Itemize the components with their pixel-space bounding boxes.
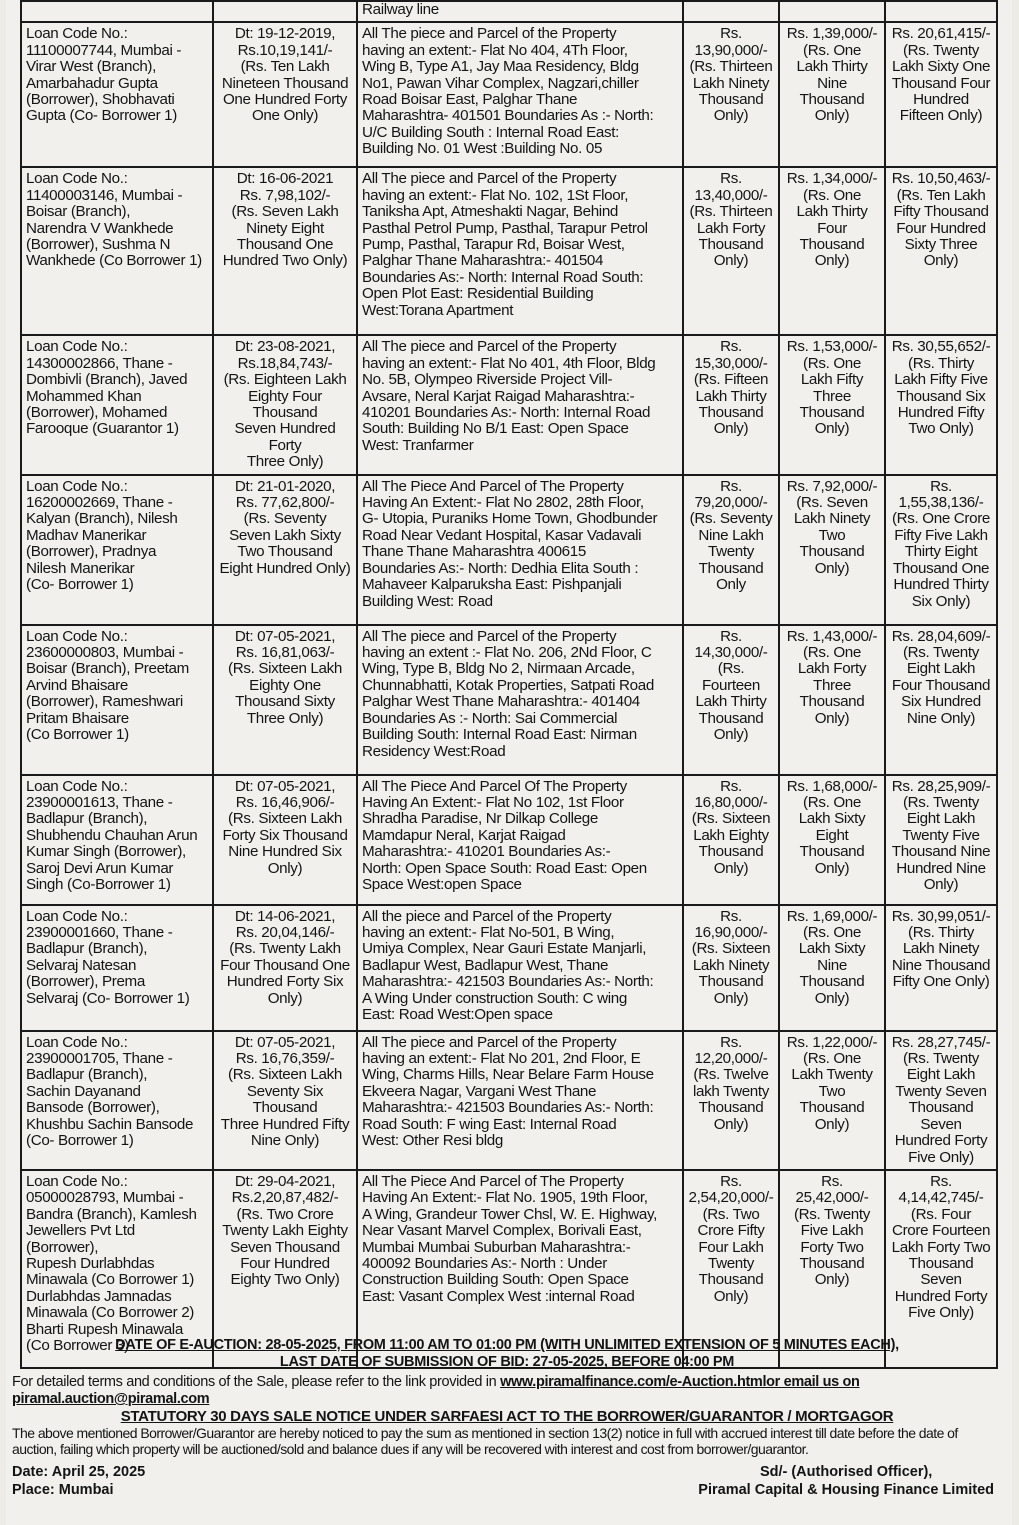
- property-description-cell: All The piece and Parcel of the Property having an extent:- Flat No 401, 4th Floor, Bldg No. 5B, Olympeo Riverside Project Vill- Avsare, Neral Karjat Raigad Maharashtra:- 410201 Boundaries As:- North: Internal Road South: Building No B/1 East: Open Space West: Tranfarmer: [357, 335, 683, 474]
- statutory-text: The above mentioned Borrower/Guarantor are hereby noticed to pay the sum as mentioned in section 13(2) notice in full with accrued interest till date before the date of auction, failing which property will be auctioned/sold and balance dues if any will be recovered with interest and cost from borrower/guarantor.: [12, 1425, 958, 1457]
- top-fragment-row: [21, 1, 997, 22]
- terms-text: For detailed terms and conditions of the Sale, please refer to the link provided in: [12, 1374, 501, 1390]
- reserve-price-cell: Rs. 16,90,000/- (Rs. Sixteen Lakh Ninety Thousand Only): [683, 905, 779, 1031]
- borrower-cell: Loan Code No.: 16200002669, Thane - Kalyan (Branch), Nilesh Madhav Manerikar (Borrower), Pradnya Nilesh Manerikar (Co- Borrower 1): [21, 475, 213, 625]
- emd-cell: Rs. 1,34,000/- (Rs. One Lakh Thirty Four Thousand Only): [779, 167, 885, 335]
- notice-place: Place: Mumbai: [12, 1482, 114, 1498]
- reserve-price-cell: Rs. 79,20,000/- (Rs. Seventy Nine Lakh Twenty Thousand Only: [683, 475, 779, 625]
- emd-cell: Rs. 1,69,000/- (Rs. One Lakh Sixty Nine Thousand Only): [779, 905, 885, 1031]
- auction-table: [20, 0, 998, 1369]
- emd-cell: Rs. 25,42,000/- (Rs. Twenty Five Lakh Forty Two Thousand Only): [779, 1170, 885, 1368]
- reserve-price-cell: Rs. 12,20,000/- (Rs. Twelve lakh Twenty Thousand Only): [683, 1031, 779, 1170]
- reserve-price-cell: Rs. 14,30,000/- (Rs. Fourteen Lakh Thirty Thousand Only): [683, 625, 779, 775]
- borrower-cell: Loan Code No.: 14300002866, Thane - Dombivli (Branch), Javed Mohammed Khan (Borrower), Mohamed Farooque (Guarantor 1): [21, 335, 213, 474]
- demand-notice-cell: Dt: 19-12-2019, Rs.10,19,141/- (Rs. Ten Lakh Nineteen Thousand One Hundred Forty One Only): [213, 22, 357, 167]
- reserve-price-cell: Rs. 15,30,000/- (Rs. Fifteen Lakh Thirty Thousand Only): [683, 335, 779, 474]
- property-description-cell: All The piece and Parcel of the Property having an extent:- Flat No 404, 4Th Floor, Wing B, Type A1, Jay Maa Residency, Bldg No1, Pawan Vihar Complex, Nagzari,chiller Road Boisar East, Palghar Thane Maharashtra- 401501 Boundaries As :- North: U/C Building South : Internal Road East: Building No. 01 West :Building No. 05: [357, 22, 683, 167]
- table-row: [21, 22, 997, 167]
- bid-increment-cell: Rs. 1,55,38,136/- (Rs. One Crore Fifty Five Lakh Thirty Eight Thousand One Hundred Thirty Six Only): [885, 475, 997, 625]
- property-description-cell: All The piece and Parcel of the Property having an extent:- Flat No. 102, 1St Floor, Taniksha Apt, Atmeshakti Nagar, Behind Pasthal Petrol Pump, Pasthal, Tarapur Petrol Pump, Pasthal, Tarapur Rd, Boisar West, Palghar Thane Maharashtra:- 401504 Boundaries As:- North: Internal Road South: Open Plot East: Residential Building West:Torana Apartment: [357, 167, 683, 335]
- demand-notice-cell: Dt: 14-06-2021, Rs. 20,04,146/- (Rs. Twenty Lakh Four Thousand One Hundred Forty Six Only): [213, 905, 357, 1031]
- table-row: [21, 475, 997, 625]
- signatory: Sd/- (Authorised Officer),: [759, 1464, 933, 1480]
- signature-row: [12, 1463, 1002, 1499]
- company-name: Piramal Capital & Housing Finance Limited: [698, 1482, 994, 1498]
- notice-date: Date: April 25, 2025: [12, 1464, 146, 1480]
- borrower-cell: Loan Code No.: 23900001613, Thane - Badlapur (Branch), Shubhendu Chauhan Arun Kumar Singh (Borrower), Saroj Devi Arun Kumar Singh (Co-Borrower 1): [21, 775, 213, 905]
- table-row: [21, 1031, 997, 1170]
- property-description-cell: All The piece and Parcel of the Property having an extent:- Flat No 201, 2nd Floor, E Wing, Charms Hills, Near Belare Farm House Ekveera Nagar, Vargani West Thane Maharashtra:- 421503 Boundaries As:- North: Road South: F wing East: Internal Road West: Other Resi bldg: [357, 1031, 683, 1170]
- demand-notice-cell: Dt: 07-05-2021, Rs. 16,76,359/- (Rs. Sixteen Lakh Seventy Six Thousand Three Hundred Fifty Nine Only): [213, 1031, 357, 1170]
- borrower-cell: Loan Code No.: 23900001705, Thane - Badlapur (Branch), Sachin Dayanand Bansode (Borrower), Khushbu Sachin Bansode (Co- Borrower 1): [21, 1031, 213, 1170]
- borrower-cell: Loan Code No.: 23900001660, Thane - Badlapur (Branch), Selvaraj Natesan (Borrower), Prema Selvaraj (Co- Borrower 1): [21, 905, 213, 1031]
- borrower-cell: Loan Code No.: 05000028793, Mumbai - Bandra (Branch), Kamlesh Jewellers Pvt Ltd (Borrower), Rupesh Durlabhdas Minawala (Co Borrower 1) Durlabhdas Jamnadas Minawala (Co Borrower 2) Bharti Rupesh Minawala (Co Borrower 3): [21, 1170, 213, 1368]
- emd-cell: Rs. 1,43,000/- (Rs. One Lakh Forty Three Thousand Only): [779, 625, 885, 775]
- property-description-cell: All The piece and Parcel of the Property having an extent :- Flat No. 206, 2Nd Floor, C Wing, Type B, Bldg No 2, Nirmaan Arcade, Chunnabhatti, Kotak Properties, Satpati Road Palghar West Thane Maharashtra:- 401404 Boundaries As :- North: Sai Commercial Building South: Internal Road East: Nirman Residency West:Road: [357, 625, 683, 775]
- bid-increment-cell: Rs. 28,04,609/- (Rs. Twenty Eight Lakh Four Thousand Six Hundred Nine Only): [885, 625, 997, 775]
- demand-notice-cell: Dt: 29-04-2021, Rs.2,20,87,482/- (Rs. Two Crore Twenty Lakh Eighty Seven Thousand Four Hundred Eighty Two Only): [213, 1170, 357, 1368]
- table-row: [21, 775, 997, 905]
- demand-notice-cell: Dt: 07-05-2021, Rs. 16,46,906/- (Rs. Sixteen Lakh Forty Six Thousand Nine Hundred Six Only): [213, 775, 357, 905]
- terms-email[interactable]: piramal.auction@piramal.com: [12, 1391, 210, 1407]
- bid-increment-cell: Rs. 4,14,42,745/- (Rs. Four Crore Fourteen Lakh Forty Two Thousand Seven Hundred Forty Five Only): [885, 1170, 997, 1368]
- emd-cell: Rs. 1,39,000/- (Rs. One Lakh Thirty Nine Thousand Only): [779, 22, 885, 167]
- reserve-price-cell: Rs. 2,54,20,000/- (Rs. Two Crore Fifty Four Lakh Twenty Thousand Only): [683, 1170, 779, 1368]
- terms-link[interactable]: www.piramalfinance.com/e-Auction.htmlor email us on: [500, 1374, 860, 1390]
- emd-cell: Rs. 7,92,000/- (Rs. Seven Lakh Ninety Two Thousand Only): [779, 475, 885, 625]
- bid-increment-cell: Rs. 10,50,463/- (Rs. Ten Lakh Fifty Thousand Four Hundred Sixty Three Only): [885, 167, 997, 335]
- signatory-block: [698, 1463, 1002, 1499]
- borrower-cell: Loan Code No.: 11400003146, Mumbai - Boisar (Branch), Narendra V Wankhede (Borrower), Sushma N Wankhede (Co Borrower 1): [21, 167, 213, 335]
- statutory-heading: STATUTORY 30 DAYS SALE NOTICE UNDER SARFAESI ACT TO THE BORROWER/GUARANTOR / MORTGAGOR: [120, 1408, 894, 1425]
- bid-increment-cell: Rs. 28,27,745/- (Rs. Twenty Eight Lakh Twenty Seven Thousand Seven Hundred Forty Five Only): [885, 1031, 997, 1170]
- borrower-cell: Loan Code No.: 23600000803, Mumbai - Boisar (Branch), Preetam Arvind Bhaisare (Borrower), Rameshwari Pritam Bhaisare (Co Borrower 1): [21, 625, 213, 775]
- demand-notice-cell: Dt: 23-08-2021, Rs.18,84,743/- (Rs. Eighteen Lakh Eighty Four Thousand Seven Hundred Forty Three Only): [213, 335, 357, 474]
- auction-date: DATE OF E-AUCTION: 28-05-2025, FROM 11:00 AM TO 01:00 PM (WITH UNLIMITED EXTENSION OF 5 MINUTES EACH),: [115, 1337, 899, 1353]
- demand-notice-cell: Dt: 07-05-2021, Rs. 16,81,063/- (Rs. Sixteen Lakh Eighty One Thousand Sixty Three Only): [213, 625, 357, 775]
- emd-cell: Rs. 1,68,000/- (Rs. One Lakh Sixty Eight Thousand Only): [779, 775, 885, 905]
- bid-deadline: LAST DATE OF SUBMISSION OF BID: 27-05-2025, BEFORE 04:00 PM: [279, 1354, 735, 1370]
- table-row: [21, 335, 997, 474]
- emd-cell: Rs. 1,53,000/- (Rs. One Lakh Fifty Three Thousand Only): [779, 335, 885, 474]
- bid-increment-cell: Rs. 30,55,652/- (Rs. Thirty Lakh Fifty Five Thousand Six Hundred Fifty Two Only): [885, 335, 997, 474]
- bid-increment-cell: Rs. 28,25,909/- (Rs. Twenty Eight Lakh Twenty Five Thousand Nine Hundred Nine Only): [885, 775, 997, 905]
- property-description-cell: All The Piece And Parcel Of The Property Having An Extent:- Flat No 102, 1st Floor Shradha Paradise, Nr Dilkap College Mamdapur Neral, Karjat Raigad Maharashtra:- 410201 Boundaries As:- North: Open Space South: Road East: Open Space West:open Space: [357, 775, 683, 905]
- bid-increment-cell: Rs. 30,99,051/- (Rs. Thirty Lakh Ninety Nine Thousand Fifty One Only): [885, 905, 997, 1031]
- date-place: [12, 1463, 145, 1499]
- emd-cell: Rs. 1,22,000/- (Rs. One Lakh Twenty Two Thousand Only): [779, 1031, 885, 1170]
- demand-notice-cell: Dt: 16-06-2021 Rs. 7,98,102/- (Rs. Seven Lakh Ninety Eight Thousand One Hundred Two Only): [213, 167, 357, 335]
- table-row: [21, 167, 997, 335]
- table-row: [21, 905, 997, 1031]
- property-description-cell: All the piece and Parcel of the Property having an extent:- Flat No-501, B Wing, Umiya Complex, Near Gauri Estate Manjarli, Badlapur West, Badlapur West, Thane Maharashtra:- 421503 Boundaries As:- North: A Wing Under construction South: C wing East: Road West:Open space: [357, 905, 683, 1031]
- reserve-price-cell: Rs. 13,40,000/- (Rs. Thirteen Lakh Forty Thousand Only): [683, 167, 779, 335]
- reserve-price-cell: Rs. 13,90,000/- (Rs. Thirteen Lakh Ninety Thousand Only): [683, 22, 779, 167]
- table-row: [21, 625, 997, 775]
- top-fragment-text: Railway line: [357, 1, 683, 22]
- borrower-cell: Loan Code No.: 11100007744, Mumbai - Virar West (Branch), Amarbahadur Gupta (Borrower), Shobhavati Gupta (Co- Borrower 1): [21, 22, 213, 167]
- terms-paragraph: [12, 1374, 1002, 1408]
- bid-increment-cell: Rs. 20,61,415/- (Rs. Twenty Lakh Sixty One Thousand Four Hundred Fifteen Only): [885, 22, 997, 167]
- reserve-price-cell: Rs. 16,80,000/- (Rs. Sixteen Lakh Eighty Thousand Only): [683, 775, 779, 905]
- demand-notice-cell: Dt: 21-01-2020, Rs. 77,62,800/- (Rs. Seventy Seven Lakh Sixty Two Thousand Eight Hundred Only): [213, 475, 357, 625]
- property-description-cell: All The Piece And Parcel of The Property Having An Extent:- Flat No 2802, 28th Floor, G- Utopia, Puraniks Home Town, Ghodbunder Road Near Vedant Hospital, Kasar Vadavali Thane Thane Maharashtra 400615 Boundaries As:- North: Dedhia Elita South : Mahaveer Kalparuksha East: Pishpanjali Building West: Road: [357, 475, 683, 625]
- notice-footer: [12, 1337, 1002, 1499]
- property-description-cell: All The Piece And Parcel of The Property Having An Extent:- Flat No. 1905, 19th Floor, A Wing, Grandeur Tower Chsl, W. E. Highway, Near Vasant Marvel Complex, Borivali East, Mumbai Mumbai Suburban Maharashtra:- 400092 Boundaries As:- North : Under Construction Building South: Open Space East: Vasant Complex West :internal Road: [357, 1170, 683, 1368]
